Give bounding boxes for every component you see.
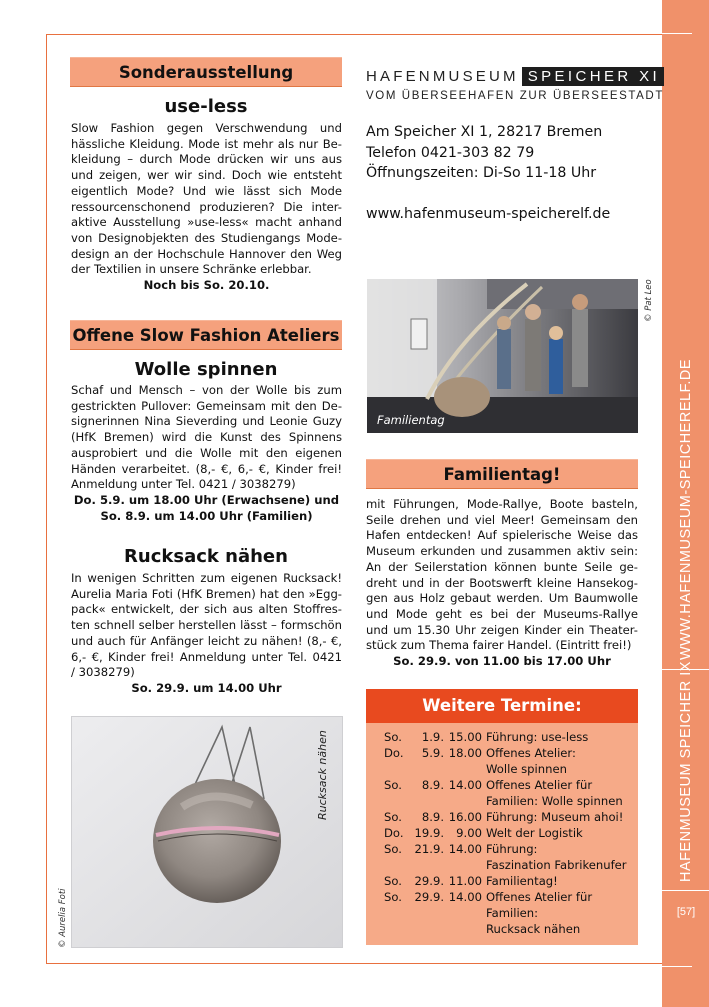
event-date: Noch bis So. 20.10. [143, 278, 270, 293]
text-line: Hafen entdecken! Auf spielerische Weise das [366, 528, 638, 543]
termin-text: Führung: Museum ahoi! [486, 810, 624, 824]
logo-boxed-word: SPEICHER XI [522, 67, 664, 86]
text-line: und zeigen, wer wir sind. Doch wie entsteht [71, 168, 342, 183]
termin-row [366, 841, 638, 857]
band-museum-text: HAFENMUSEUM SPEICHER IX [678, 661, 694, 882]
text-line: / 3038279) [71, 665, 135, 680]
text-line: ten schnell selber herstellen lässt – formschön [71, 618, 342, 633]
termin-text: Offenes Atelier: [486, 746, 576, 760]
familientag-photo-credit: © Pat Leo [644, 279, 654, 322]
wolle-spinnen-title: Wolle spinnen [134, 359, 278, 380]
termin-row [366, 905, 638, 921]
termin-row [366, 873, 638, 889]
termin-row [366, 777, 638, 793]
text-line: und Mode geht es bei der Museums-Rallye [366, 606, 638, 621]
termin-day: Do. [384, 826, 404, 840]
text-line: In wenigen Schritten zum eigenen Rucksack! [71, 571, 342, 585]
rucksack-photo [71, 716, 343, 948]
website-link[interactable]: www.hafenmuseum-speicherelf.de [366, 206, 611, 222]
termin-date: 21.9. [414, 842, 444, 856]
termin-date: 19.9. [414, 826, 444, 840]
text-line: Slow Fashion gegen Verschwendung und [71, 121, 342, 135]
text-line: pack« entwickelt, der sich aus alten Stoffres- [71, 602, 342, 617]
termin-row [366, 825, 638, 841]
termin-day: So. [384, 810, 402, 824]
event-date: So. 29.9. von 11.00 bis 17.00 Uhr [393, 654, 611, 669]
termin-text: Rucksack nähen [486, 922, 581, 936]
text-line: kleidung – durch Mode drücken wir uns aus [71, 152, 342, 167]
text-line: Museum erkunden und zusammen aktiv sein: [366, 544, 638, 559]
text-line: stück zum Thema fairer Handel. (Eintritt frei!) [366, 638, 632, 653]
familientag-caption: Familientag [377, 413, 445, 427]
text-line: 6,- €, Kinder frei! Anmeldung unter Tel. 0421 [71, 649, 342, 664]
termin-text: Familien: [486, 906, 539, 920]
termin-row [366, 745, 638, 761]
termin-text: Führung: use-less [486, 730, 589, 744]
termin-time: 14.00 [448, 842, 482, 856]
event-date: So. 29.9. um 14.00 Uhr [131, 680, 282, 695]
familientag-text [366, 497, 638, 670]
termin-row [366, 761, 638, 777]
text-line: dreht und in der Bootswerft kleine Hansekog- [366, 575, 638, 590]
text-line: der Textilien in unsere Schränke erlebbar. [71, 262, 312, 277]
termin-time: 11.00 [448, 874, 482, 888]
termin-time: 15.00 [448, 730, 482, 744]
termin-day: Do. [384, 746, 404, 760]
termin-row [366, 921, 638, 937]
text-line: eigentlich Mode? Und wie lässt sich Mode [71, 183, 342, 198]
logo-tagline: VOM ÜBERSEEHAFEN ZUR ÜBERSEESTADT [366, 90, 664, 102]
text-line: Händen verarbeitet. (8,- €, 6,- €, Kinder frei! [71, 461, 342, 476]
text-line: ausprobiert und die Wolle mit den eigenen [71, 445, 342, 460]
wolle-text [71, 383, 342, 524]
termin-text: Familien: Wolle spinnen [486, 794, 623, 808]
weitere-termine-heading: Weitere Termine: [366, 689, 638, 723]
text-line: signerinnen Nina Sieverding und Leonie Guzy [71, 414, 342, 429]
text-line: gen aus Holz gebaut werden. Um Baumwolle [366, 591, 638, 606]
page-number: [57] [676, 906, 696, 918]
termin-day: So. [384, 842, 402, 856]
band-tick [662, 966, 692, 967]
band-tick [662, 33, 692, 34]
text-line: Seile drehen und viel Meer! Gemeinsam den [366, 512, 638, 527]
rucksack-caption: Rucksack nähen [316, 730, 329, 820]
termin-text: Welt der Logistik [486, 826, 583, 840]
ateliers-heading: Offene Slow Fashion Ateliers [70, 320, 342, 350]
termin-date: 8.9. [421, 778, 444, 792]
text-line: Aurelia Maria Foti (HfK Bremen) hat den »Egg- [71, 586, 342, 601]
termin-time: 9.00 [456, 826, 482, 840]
familientag-image [367, 279, 638, 433]
termin-time: 14.00 [448, 778, 482, 792]
rucksack-title: Rucksack nähen [124, 546, 288, 567]
termin-day: So. [384, 890, 402, 904]
termin-text: Wolle spinnen [486, 762, 567, 776]
termin-text: Familientag! [486, 874, 558, 888]
termin-time: 16.00 [448, 810, 482, 824]
termine-list [366, 723, 638, 945]
text-line: gestrickten Pullover: Gemeinsam mit den De- [71, 398, 342, 413]
event-date: So. 8.9. um 14.00 Uhr (Familien) [100, 508, 313, 523]
termin-date: 1.9. [421, 730, 444, 744]
termin-row [366, 889, 638, 905]
use-less-title: use-less [164, 96, 248, 117]
text-line: An der Seilerstation können bunte Seile ge- [366, 559, 638, 574]
termin-day: So. [384, 874, 402, 888]
termin-time: 18.00 [448, 746, 482, 760]
text-line: von Designobjekten des Studiengangs Mode- [71, 230, 342, 245]
event-date: Do. 5.9. um 18.00 Uhr (Erwachsene) und [73, 492, 340, 507]
text-line: und um 15.30 Uhr zeigen Kinder ein Theater- [366, 622, 638, 637]
sonderausstellung-heading: Sonderausstellung [70, 57, 342, 87]
termin-row [366, 857, 638, 873]
termin-day: So. [384, 730, 402, 744]
backpack-image [72, 717, 343, 948]
logo-word: HAFENMUSEUM [366, 67, 519, 85]
band-divider [662, 890, 709, 891]
termin-date: 29.9. [414, 890, 444, 904]
termin-date: 8.9. [421, 810, 444, 824]
text-line: hässliche Kleidung. Mode ist mehr als nur Be- [71, 136, 342, 151]
termin-day: So. [384, 778, 402, 792]
termin-text: Führung: [486, 842, 538, 856]
rucksack-text [71, 571, 342, 697]
text-line: mit Führungen, Mode-Rallye, Boote basteln, [366, 497, 638, 511]
text-line: aktive Ausstellung »use-less« macht anhand [71, 215, 342, 230]
museum-logo [366, 66, 664, 86]
rucksack-photo-credit: © Aurelia Foti [58, 888, 68, 948]
text-line: Anmeldung unter Tel. 0421 / 3038279) [71, 477, 296, 492]
opening-hours: Öffnungszeiten: Di-So 11-18 Uhr [366, 165, 597, 181]
termin-row [366, 809, 638, 825]
band-web-text: WWW.HAFENMUSEUM-SPEICHERELF.DE [678, 359, 694, 660]
address: Am Speicher XI 1, 28217 Bremen [366, 124, 603, 140]
sonder-text [71, 121, 342, 294]
termin-date: 29.9. [414, 874, 444, 888]
text-line: (HfK Bremen) wird die Kunst des Spinnens [71, 430, 342, 445]
text-line: Schaf und Mensch – von der Wolle bis zum [71, 383, 342, 397]
phone: Telefon 0421-303 82 79 [366, 145, 535, 161]
text-line: und auch für Anfänger leicht zu nähen! (8,- €, [71, 633, 342, 648]
text-line: design an der Hochschule Hannover den Weg [71, 246, 342, 261]
termin-row [366, 793, 638, 809]
text-line: ressourcenschonend produzieren? Die inter- [71, 199, 342, 214]
termin-text: Offenes Atelier für [486, 778, 593, 792]
familientag-photo [367, 279, 638, 433]
termin-row [366, 729, 638, 745]
termin-text: Offenes Atelier für [486, 890, 593, 904]
termin-text: Faszination Fabrikenufer [486, 858, 627, 872]
familientag-heading: Familientag! [366, 459, 638, 489]
termin-date: 5.9. [421, 746, 444, 760]
termin-time: 14.00 [448, 890, 482, 904]
